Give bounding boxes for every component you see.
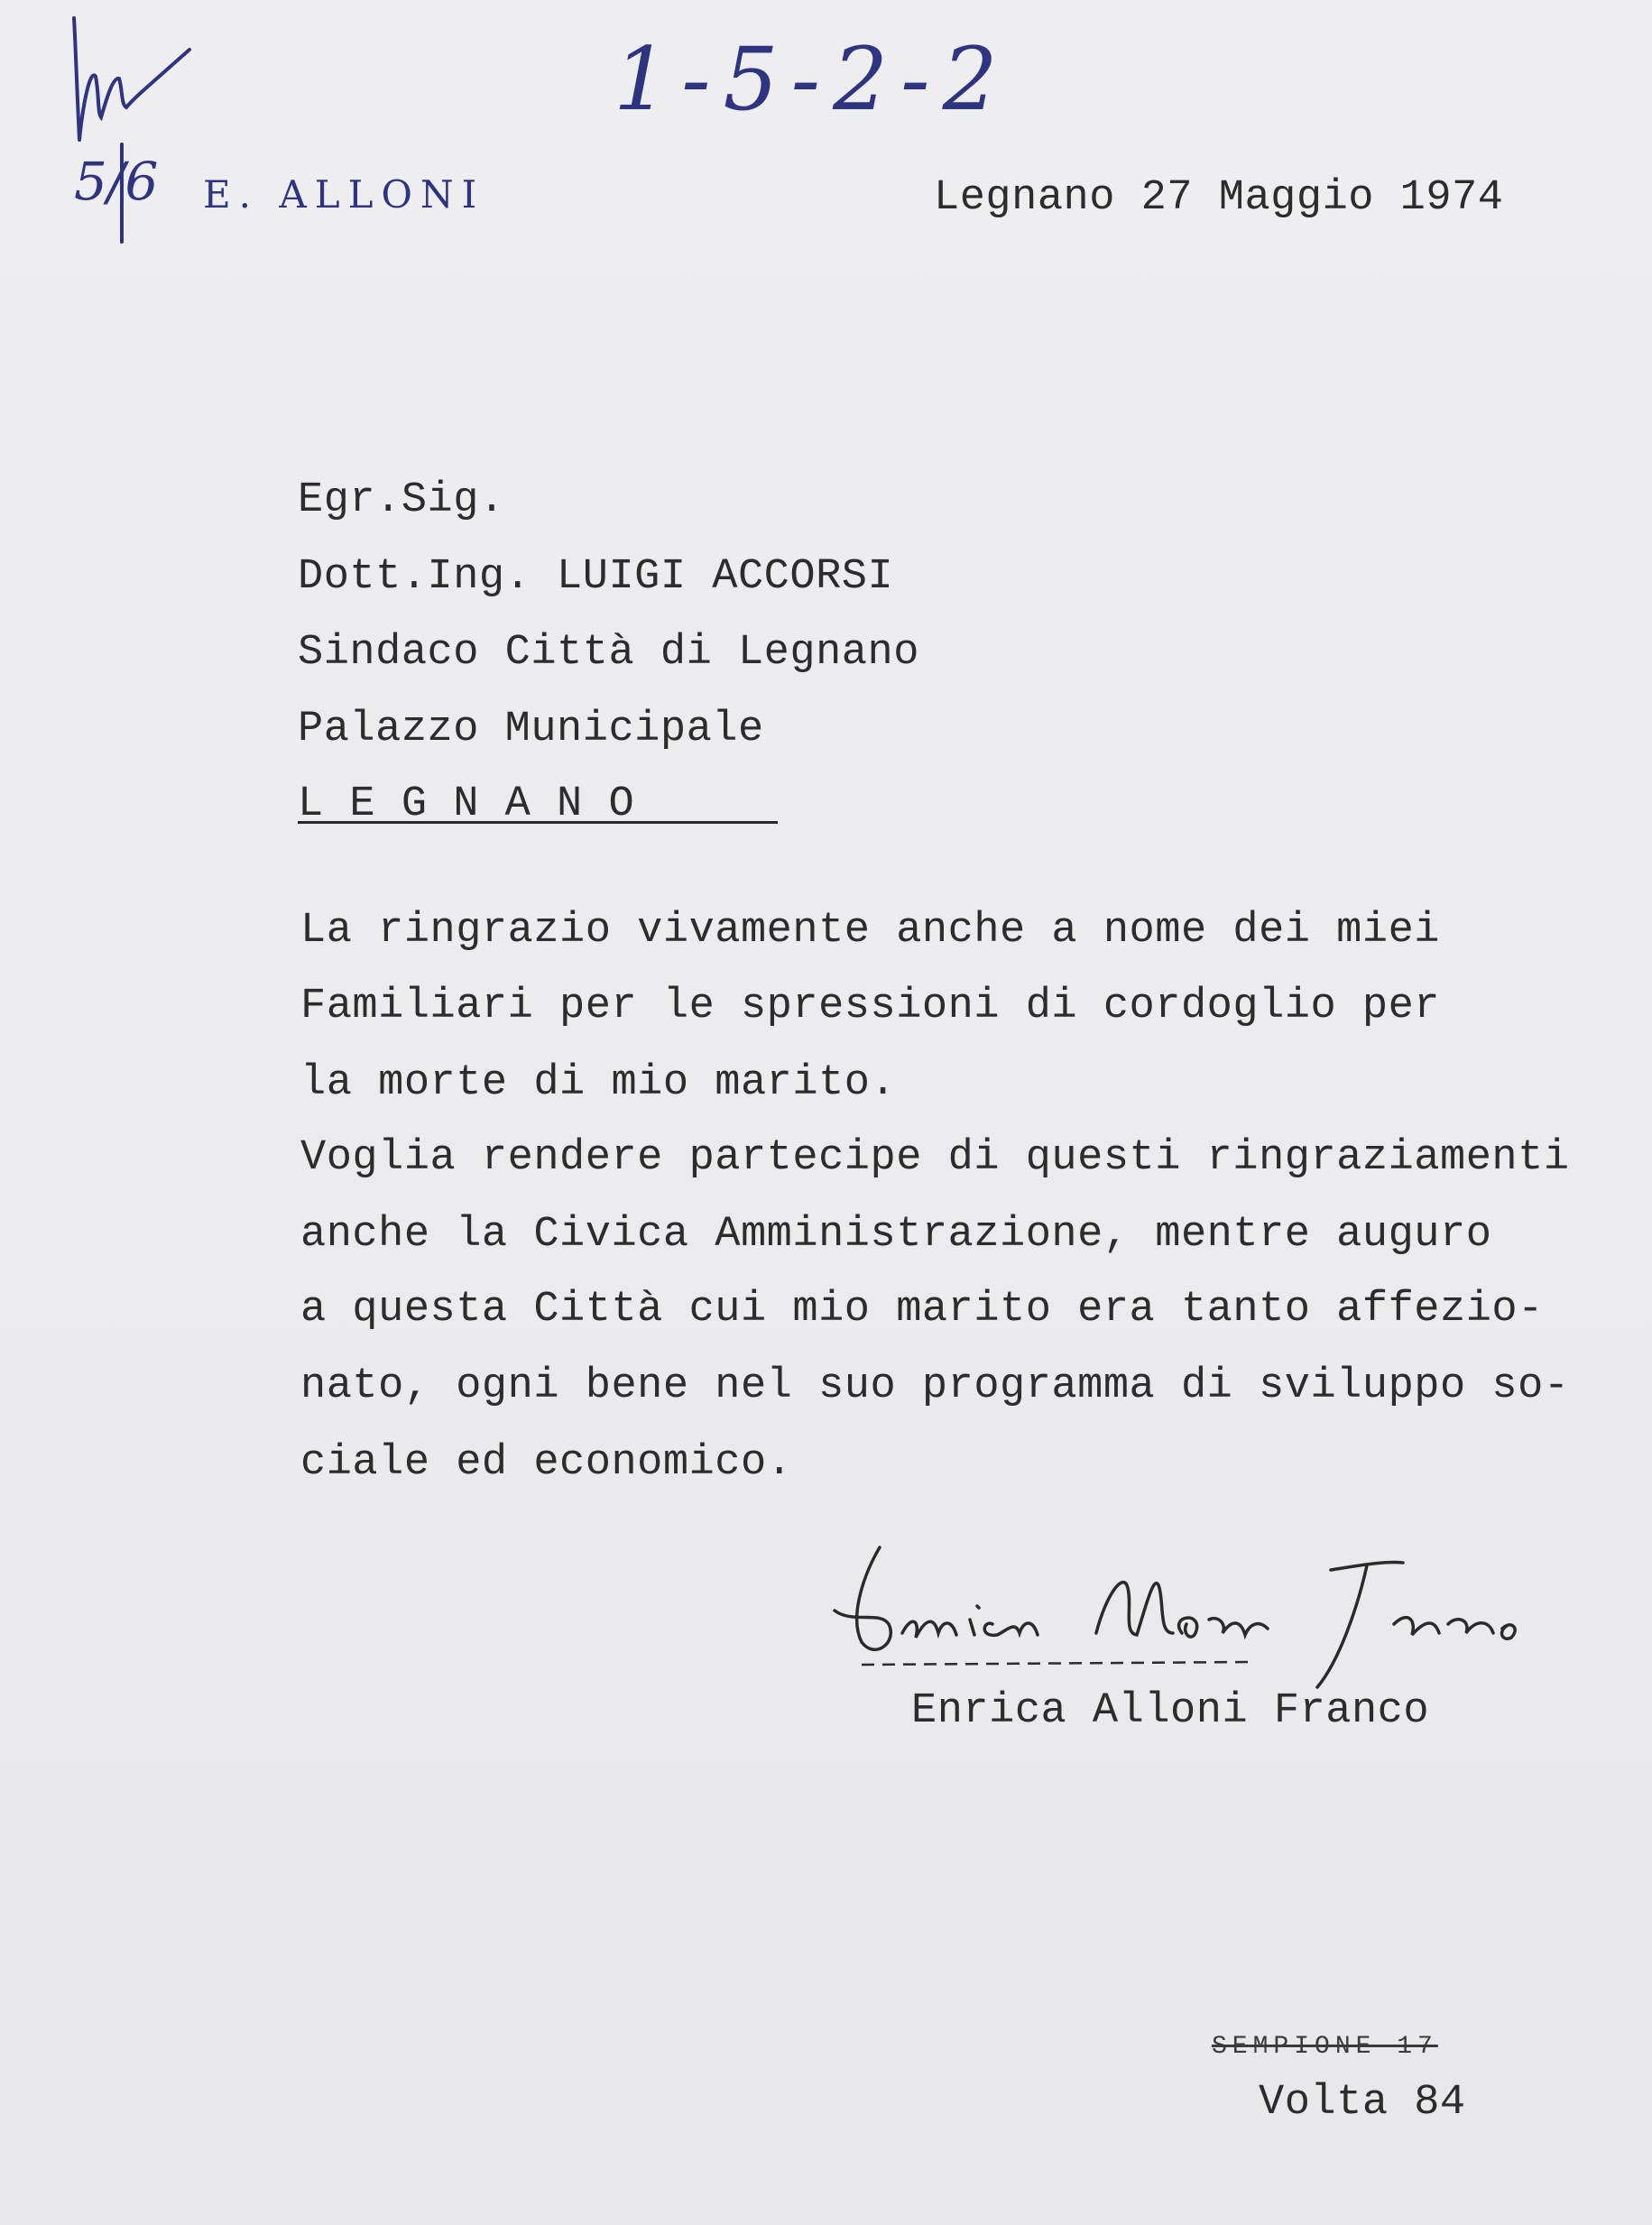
- addressee-salutation: Egr.Sig.: [298, 476, 505, 524]
- handwritten-signature: [826, 1534, 1547, 1692]
- city-underline: [298, 821, 778, 824]
- body-line: nato, ogni bene nel suo programma di sviluppo so-: [300, 1362, 1570, 1410]
- sender-initials: E. ALLONI: [203, 172, 485, 217]
- addressee-building: Palazzo Municipale: [298, 706, 764, 753]
- body-line: ciale ed economico.: [300, 1439, 793, 1487]
- signatory-name: Enrica Alloni Franco: [911, 1687, 1430, 1735]
- reference-number: 1-5-2-2: [614, 29, 1011, 130]
- struck-address: SEMPIONE 17: [1212, 2033, 1438, 2061]
- initials-scribble: [63, 14, 208, 149]
- body-line: La ringrazio vivamente anche a nome dei miei: [300, 907, 1441, 955]
- body-line: Voglia rendere partecipe di questi ringraziamenti: [300, 1134, 1570, 1182]
- addressee-city: L E G N A N O: [298, 780, 635, 828]
- addressee-name: Dott.Ing. LUIGI ACCORSI: [298, 553, 894, 601]
- current-address: Volta 84: [1259, 2079, 1466, 2127]
- fraction-stroke: [117, 144, 126, 244]
- place-date: Legnano 27 Maggio 1974: [934, 174, 1504, 222]
- body-line: anche la Civica Amministrazione, mentre auguro: [300, 1211, 1492, 1259]
- body-line: Familiari per le spressioni di cordoglio per: [300, 983, 1441, 1030]
- addressee-title: Sindaco Città di Legnano: [298, 629, 919, 677]
- body-line: a questa Città cui mio marito era tanto affezio-: [300, 1286, 1544, 1334]
- fraction-annotation: 5/6: [74, 151, 159, 212]
- body-line: la morte di mio marito.: [300, 1059, 897, 1107]
